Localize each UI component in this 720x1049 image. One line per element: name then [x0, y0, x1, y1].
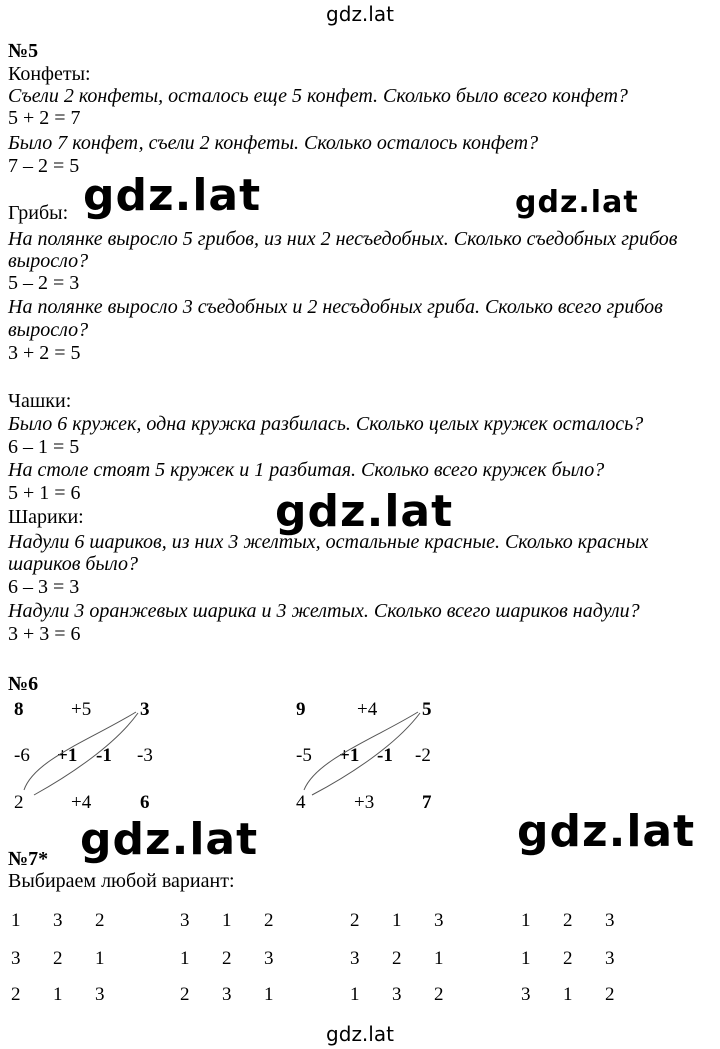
grid-2-cell: 1	[222, 910, 232, 931]
watermark: gdz.lat	[80, 814, 259, 865]
grid-4-cell: 1	[563, 984, 573, 1005]
right-bottom-operation: +3	[354, 792, 375, 813]
right-bottom-left-number: 4	[296, 792, 306, 813]
cups-question-2: На столе стоят 5 кружек и 1 разбитая. Сколько всего кружек было?	[8, 459, 605, 481]
grid-1-cell: 1	[95, 948, 105, 969]
balloons-answer-1: 6 – 3 = 3	[8, 576, 80, 598]
watermark: gdz.lat	[83, 170, 262, 221]
right-bottom-right-number: 7	[422, 792, 432, 813]
mushrooms-question-1-line-1: На полянке выросло 5 грибов, из них 2 несъедобных. Сколько съедобных грибов	[8, 228, 678, 250]
grid-2-cell: 3	[264, 948, 274, 969]
right-middle-operation-1: +1	[339, 745, 360, 766]
left-middle-operation-1: +1	[57, 745, 78, 766]
right-top-right-number: 5	[422, 699, 432, 720]
mushrooms-question-1-line-2: выросло?	[8, 250, 89, 272]
watermark: gdz.lat	[275, 486, 454, 537]
grid-2-cell: 2	[264, 910, 274, 931]
grid-4-cell: 3	[521, 984, 531, 1005]
grid-1-cell: 2	[53, 948, 63, 969]
cups-answer-1: 6 – 1 = 5	[8, 436, 80, 458]
candies-question-2: Было 7 конфет, съели 2 конфеты. Сколько осталось конфет?	[8, 132, 539, 154]
grid-4-cell: 2	[605, 984, 615, 1005]
grid-2-cell: 3	[180, 910, 190, 931]
grid-2-cell: 2	[222, 948, 232, 969]
grid-2-cell: 2	[180, 984, 190, 1005]
grid-3-cell: 3	[392, 984, 402, 1005]
grid-4-cell: 1	[521, 910, 531, 931]
grid-3-cell: 2	[392, 948, 402, 969]
right-middle-operation-2: -1	[377, 745, 393, 766]
right-curve-outer	[304, 712, 418, 790]
left-bottom-left-number: 2	[14, 792, 24, 813]
mushrooms-answer-1: 5 – 2 = 3	[8, 272, 80, 294]
watermark: gdz.lat	[515, 185, 639, 220]
grid-1-cell: 2	[95, 910, 105, 931]
left-middle-right-operation: -3	[137, 745, 153, 766]
left-middle-operation-2: -1	[96, 745, 112, 766]
left-top-right-number: 3	[140, 699, 150, 720]
left-curve-outer	[24, 712, 136, 790]
left-bottom-right-number: 6	[140, 792, 150, 813]
candies-question-1: Съели 2 конфеты, осталось еще 5 конфет. Сколько было всего конфет?	[8, 85, 628, 107]
grid-4-cell: 2	[563, 910, 573, 931]
grid-1-cell: 3	[53, 910, 63, 931]
grid-4-cell: 1	[521, 948, 531, 969]
right-top-left-number: 9	[296, 699, 306, 720]
task7-intro: Выбираем любой вариант:	[8, 870, 235, 892]
mushrooms-heading: Грибы:	[8, 202, 69, 224]
right-top-operation: +4	[357, 699, 378, 720]
grid-2-cell: 3	[222, 984, 232, 1005]
grid-1-cell: 3	[11, 948, 21, 969]
grid-3-cell: 3	[350, 948, 360, 969]
grid-1-cell: 1	[53, 984, 63, 1005]
grid-3-cell: 1	[434, 948, 444, 969]
task6-title: №6	[8, 673, 39, 695]
grid-3-cell: 1	[392, 910, 402, 931]
balloons-question-1-line-2: шариков было?	[8, 553, 138, 575]
right-middle-right-operation: -2	[415, 745, 431, 766]
cups-question-1: Было 6 кружек, одна кружка разбилась. Сколько целых кружек осталось?	[8, 413, 644, 435]
right-middle-left-operation: -5	[296, 745, 312, 766]
task7-title: №7*	[8, 848, 49, 870]
left-top-left-number: 8	[14, 699, 24, 720]
grid-1-cell: 1	[11, 910, 21, 931]
header-watermark: gdz.lat	[326, 2, 394, 26]
candies-heading: Конфеты:	[8, 63, 91, 85]
right-curve-inner	[312, 713, 420, 795]
grid-4-cell: 2	[563, 948, 573, 969]
mushrooms-question-2-line-2: выросло?	[8, 319, 89, 341]
footer-watermark: gdz.lat	[326, 1022, 394, 1046]
candies-answer-2: 7 – 2 = 5	[8, 155, 80, 177]
grid-1-cell: 3	[95, 984, 105, 1005]
grid-2-cell: 1	[264, 984, 274, 1005]
cups-heading: Чашки:	[8, 390, 72, 412]
balloons-question-2: Надули 3 оранжевых шарика и 3 желтых. Сколько всего шариков надули?	[8, 600, 640, 622]
balloons-answer-2: 3 + 3 = 6	[8, 623, 81, 645]
grid-3-cell: 2	[350, 910, 360, 931]
left-curve-inner	[34, 713, 138, 795]
watermark: gdz.lat	[517, 806, 696, 857]
candies-answer-1: 5 + 2 = 7	[8, 107, 81, 129]
grid-4-cell: 3	[605, 948, 615, 969]
task5-title: №5	[8, 40, 39, 62]
cups-answer-2: 5 + 1 = 6	[8, 482, 81, 504]
mushrooms-question-2-line-1: На полянке выросло 3 съедобных и 2 несъдобных гриба. Сколько всего грибов	[8, 296, 663, 318]
grid-1-cell: 2	[11, 984, 21, 1005]
grid-3-cell: 3	[434, 910, 444, 931]
grid-3-cell: 2	[434, 984, 444, 1005]
grid-4-cell: 3	[605, 910, 615, 931]
balloons-heading: Шарики:	[8, 506, 84, 528]
grid-2-cell: 1	[180, 948, 190, 969]
mushrooms-answer-2: 3 + 2 = 5	[8, 342, 81, 364]
grid-3-cell: 1	[350, 984, 360, 1005]
left-top-operation: +5	[71, 699, 92, 720]
balloons-question-1-line-1: Надули 6 шариков, из них 3 желтых, остальные красные. Сколько красных	[8, 531, 649, 553]
left-bottom-operation: +4	[71, 792, 92, 813]
left-middle-left-operation: -6	[14, 745, 30, 766]
